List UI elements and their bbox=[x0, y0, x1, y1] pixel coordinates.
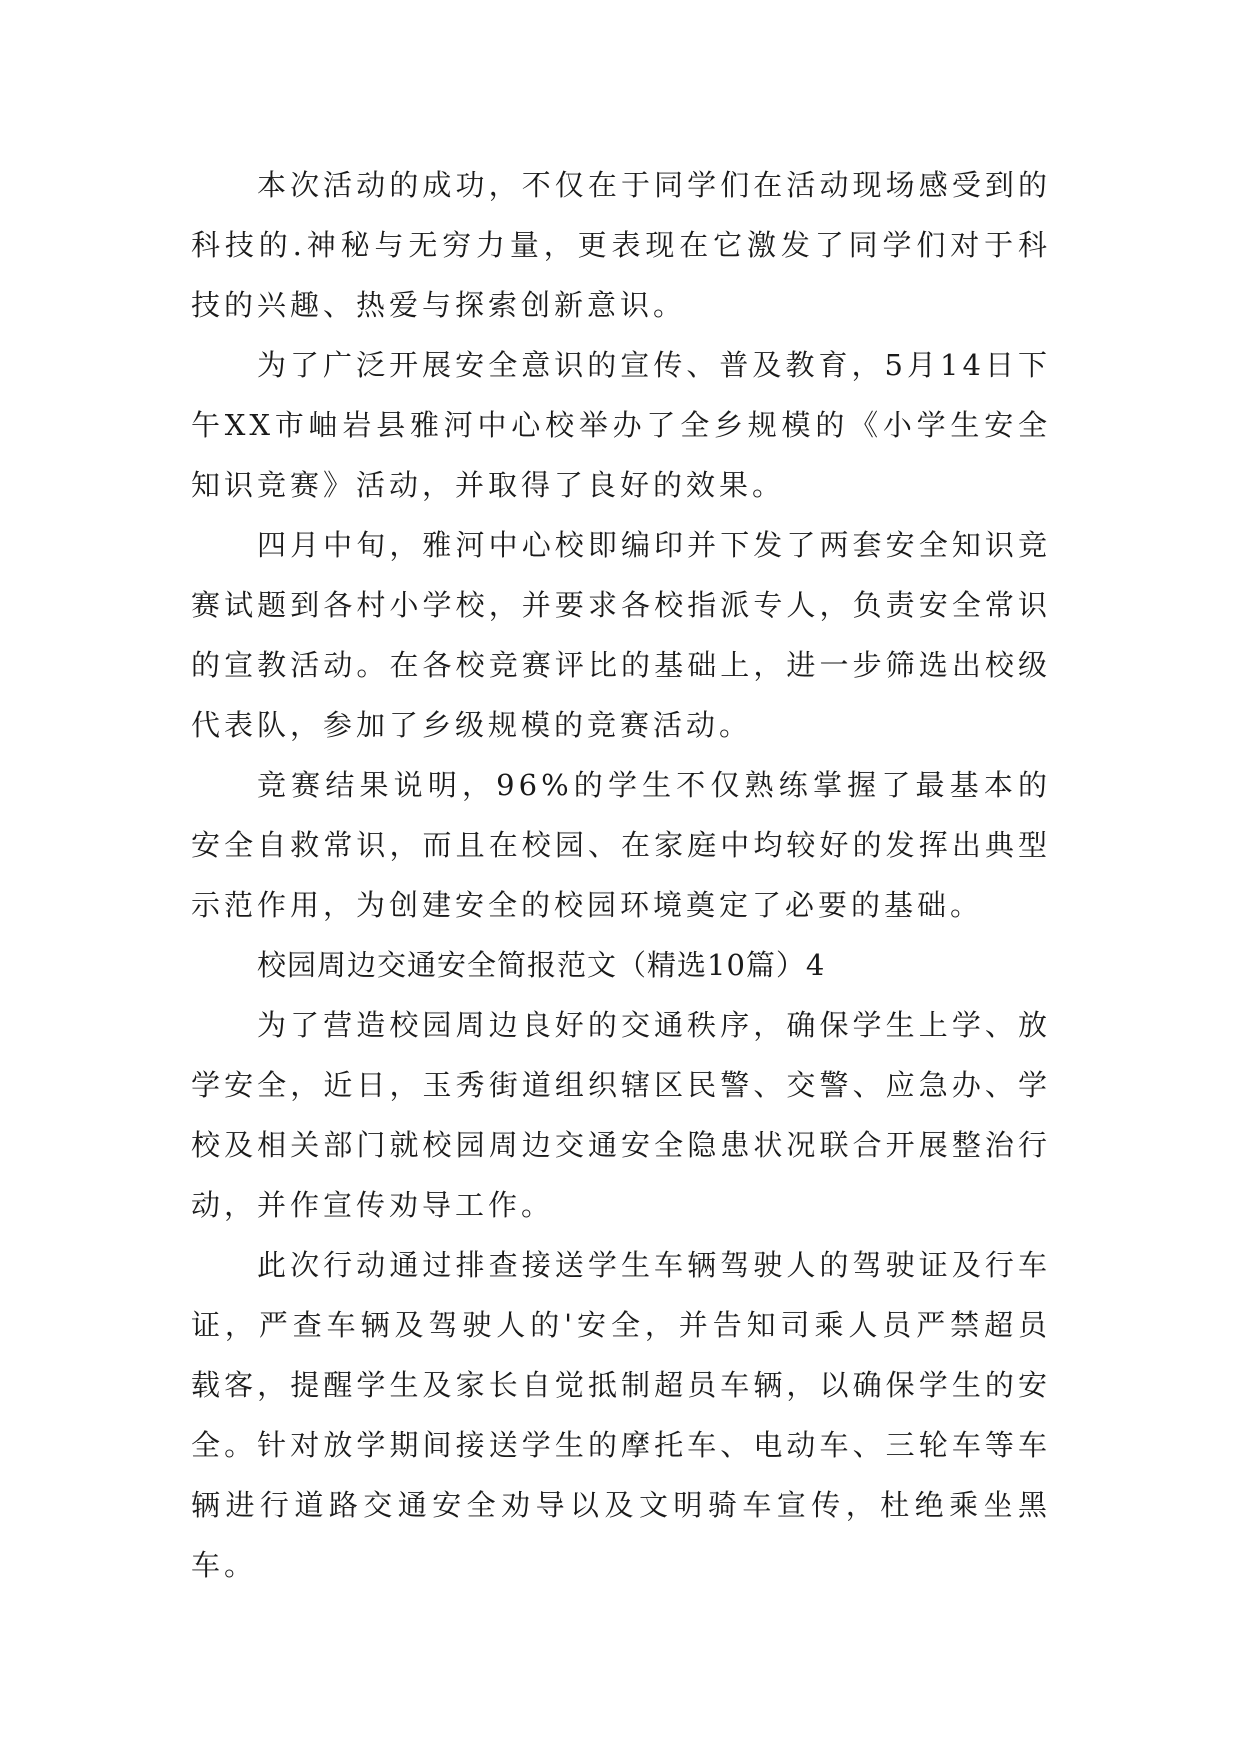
paragraph: 此次行动通过排查接送学生车辆驾驶人的驾驶证及行车证，严查车辆及驾驶人的'安全，并告知司乘人员严禁超员载客，提醒学生及家长自觉抵制超员车辆，以确保学生的安全。针对放学期间接送学生的摩托车、电动车、三轮车等车辆进行道路交通安全劝导以及文明骑车宣传，杜绝乘坐黑车。 bbox=[191, 1248, 1051, 1582]
paragraph: 为了广泛开展安全意识的宣传、普及教育，5月14日下午XX市岫岩县雅河中心校举办了全乡规模的《小学生安全知识竞赛》活动，并取得了良好的效果。 bbox=[191, 348, 1051, 502]
document-body bbox=[191, 155, 1051, 1595]
paragraph: 竞赛结果说明，96%的学生不仅熟练掌握了最基本的安全自救常识，而且在校园、在家庭中均较好的发挥出典型示范作用，为创建安全的校园环境奠定了必要的基础。 bbox=[191, 768, 1051, 922]
section-heading: 校园周边交通安全简报范文（精选10篇）4 bbox=[257, 948, 826, 982]
paragraph: 为了营造校园周边良好的交通秩序，确保学生上学、放学安全，近日，玉秀街道组织辖区民警、交警、应急办、学校及相关部门就校园周边交通安全隐患状况联合开展整治行动，并作宣传劝导工作。 bbox=[191, 1008, 1051, 1222]
paragraph: 四月中旬，雅河中心校即编印并下发了两套安全知识竞赛试题到各村小学校，并要求各校指派专人，负责安全常识的宣教活动。在各校竞赛评比的基础上，进一步筛选出校级代表队，参加了乡级规模的竞赛活动。 bbox=[191, 528, 1051, 742]
paragraph: 本次活动的成功，不仅在于同学们在活动现场感受到的科技的.神秘与无穷力量，更表现在它激发了同学们对于科技的兴趣、热爱与探索创新意识。 bbox=[191, 168, 1051, 322]
